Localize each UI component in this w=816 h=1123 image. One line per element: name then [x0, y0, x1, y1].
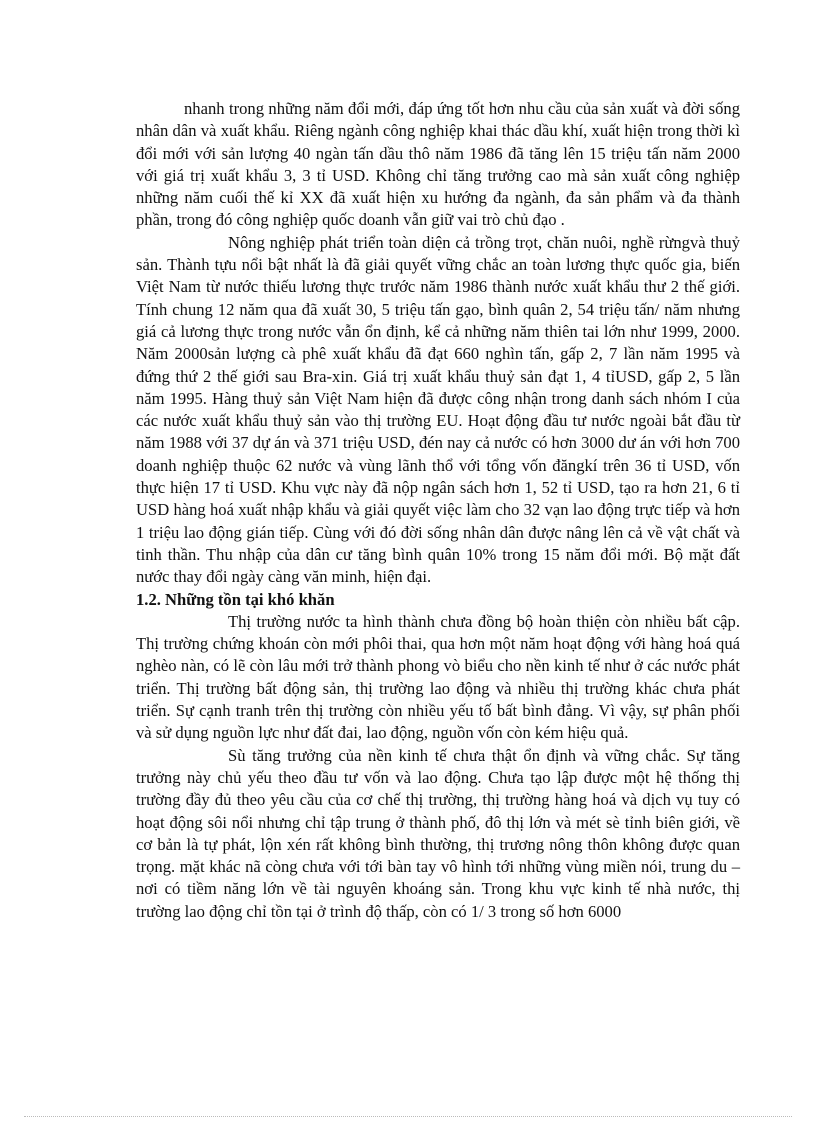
document-page: [136, 98, 740, 923]
paragraph-growth: Sù tăng trưởng của nền kinh tế chưa thật ổn định và vững chắc. Sự tăng trưởng này chủ yếu theo đầu tư vốn và lao động. Chưa tạo lập được một hệ thống thị trường đầy đủ theo yêu cầu của cơ chế thị trường, thị trường hàng hoá và dịch vụ tuy có hoạt động sôi nổi nhưng chỉ tập trung ở thành phố, đô thị lớn và mét sè tỉnh biên giới, về cơ bản là tự phát, lộn xén rất không bình thường, thị trương nông thôn không được quan trọng. mặt khác nã còng chưa với tới bàn tay vô hình tới những vùng miền nói, trung du – nơi có tiềm năng lớn về tài nguyên khoáng sản. Trong khu vực kinh tế nhà nước, thị trường lao động chỉ tồn tại ở trình độ thấp, còn có 1/ 3 trong số hơn 6000: [136, 745, 740, 921]
page-bottom-divider: [24, 1116, 792, 1117]
section-heading: 1.2. Những tồn tại khó khăn: [136, 589, 335, 609]
paragraph-industry: nhanh trong những năm đổi mới, đáp ứng tốt hơn nhu cầu của sản xuất và đời sống nhân dân và xuất khẩu. Riêng ngành công nghiệp khai thác dầu khí, xuất hiện trong thời kì đổi mới với sản lượng 40 ngàn tấn dầu thô năm 1986 đã tăng lên 15 triệu tấn năm 2000 với giá trị xuất khẩu 3, 3 tỉ USD. Không chỉ tăng trưởng cao mà sản xuất công nghiệp những năm cuối thế kỉ XX đã xuất hiện xu hướng đa ngành, đa sản phẩm và đa thành phần, trong đó công nghiệp quốc doanh vẫn giữ vai trò chủ đạo .: [136, 99, 740, 230]
paragraph-market: Thị trường nước ta hình thành chưa đồng bộ hoàn thiện còn nhiều bất cập. Thị trường chứng khoán còn mới phôi thai, qua hơn một năm hoạt động với hàng hoá quá nghèo nàn, có lẽ còn lâu mới trở thành phong vò biểu cho nền kinh tế như ở các nước phát triển. Thị trường bất động sản, thị trường lao động và nhiều thị trường khác chưa phát triển. Sự cạnh tranh trên thị trường còn nhiều yếu tố bất bình đẳng. Vì vậy, sự phân phối và sử dụng nguồn lực như đất đai, lao động, nguồn vốn còn kém hiệu quả.: [136, 611, 740, 743]
paragraph-agriculture: Nông nghiệp phát triển toàn diện cả trồng trọt, chăn nuôi, nghề rừngvà thuỷ sản. Thành tựu nổi bật nhất là đã giải quyết vững chắc an toàn lương thực quốc gia, biến Việt Nam từ nước thiếu lương thực trước năm 1986 thành nước xuất khẩu thư 2 thế giới. Tính chung 12 năm qua đã xuất 30, 5 triệu tấn gạo, bình quân 2, 54 triệu tấn/ năm nhưng giá cả lương thực trong nước vẫn ổn định, kể cả những năm thiên tai lớn như 1999, 2000. Năm 2000sản lượng cà phê xuất khẩu đã đạt 660 nghìn tấn, gấp 2, 7 lần năm 1995 và đứng thứ 2 thế giới sau Bra-xin. Giá trị xuất khẩu thuỷ sản đạt 1, 4 tỉUSD, gấp 2, 5 lần năm 1995. Hàng thuỷ sản Việt Nam hiện đã được công nhận trong danh sách nhóm I của các nước xuất khẩu thuỷ sản vào thị trường EU. Hoạt động đầu tư nước ngoài bắt đầu từ năm 1988 với 37 dự án và 371 triệu USD, đén nay cả nước có hơn 3000 dư án với hơn 700 doanh nghiệp thuộc 62 nước và vùng lãnh thổ với tổng vốn đăngkí trên 36 tỉ USD, vốn thực hiện 17 tỉ USD. Khu vực này đã nộp ngân sách hơn 1, 52 tỉ USD, tạo ra hơn 21, 6 tỉ USD hàng hoá xuất nhập khẩu và giải quyết việc làm cho 32 vạn lao động trực tiếp và hơn 1 triệu lao động gián tiếp. Cùng với đó đời sống nhân dân được nâng lên cả về vật chất và tinh thần. Thu nhập của dân cư tăng bình quân 10% trong 15 năm đổi mới. Bộ mặt đất nước thay đổi ngày càng văn minh, hiện đại.: [136, 232, 740, 587]
